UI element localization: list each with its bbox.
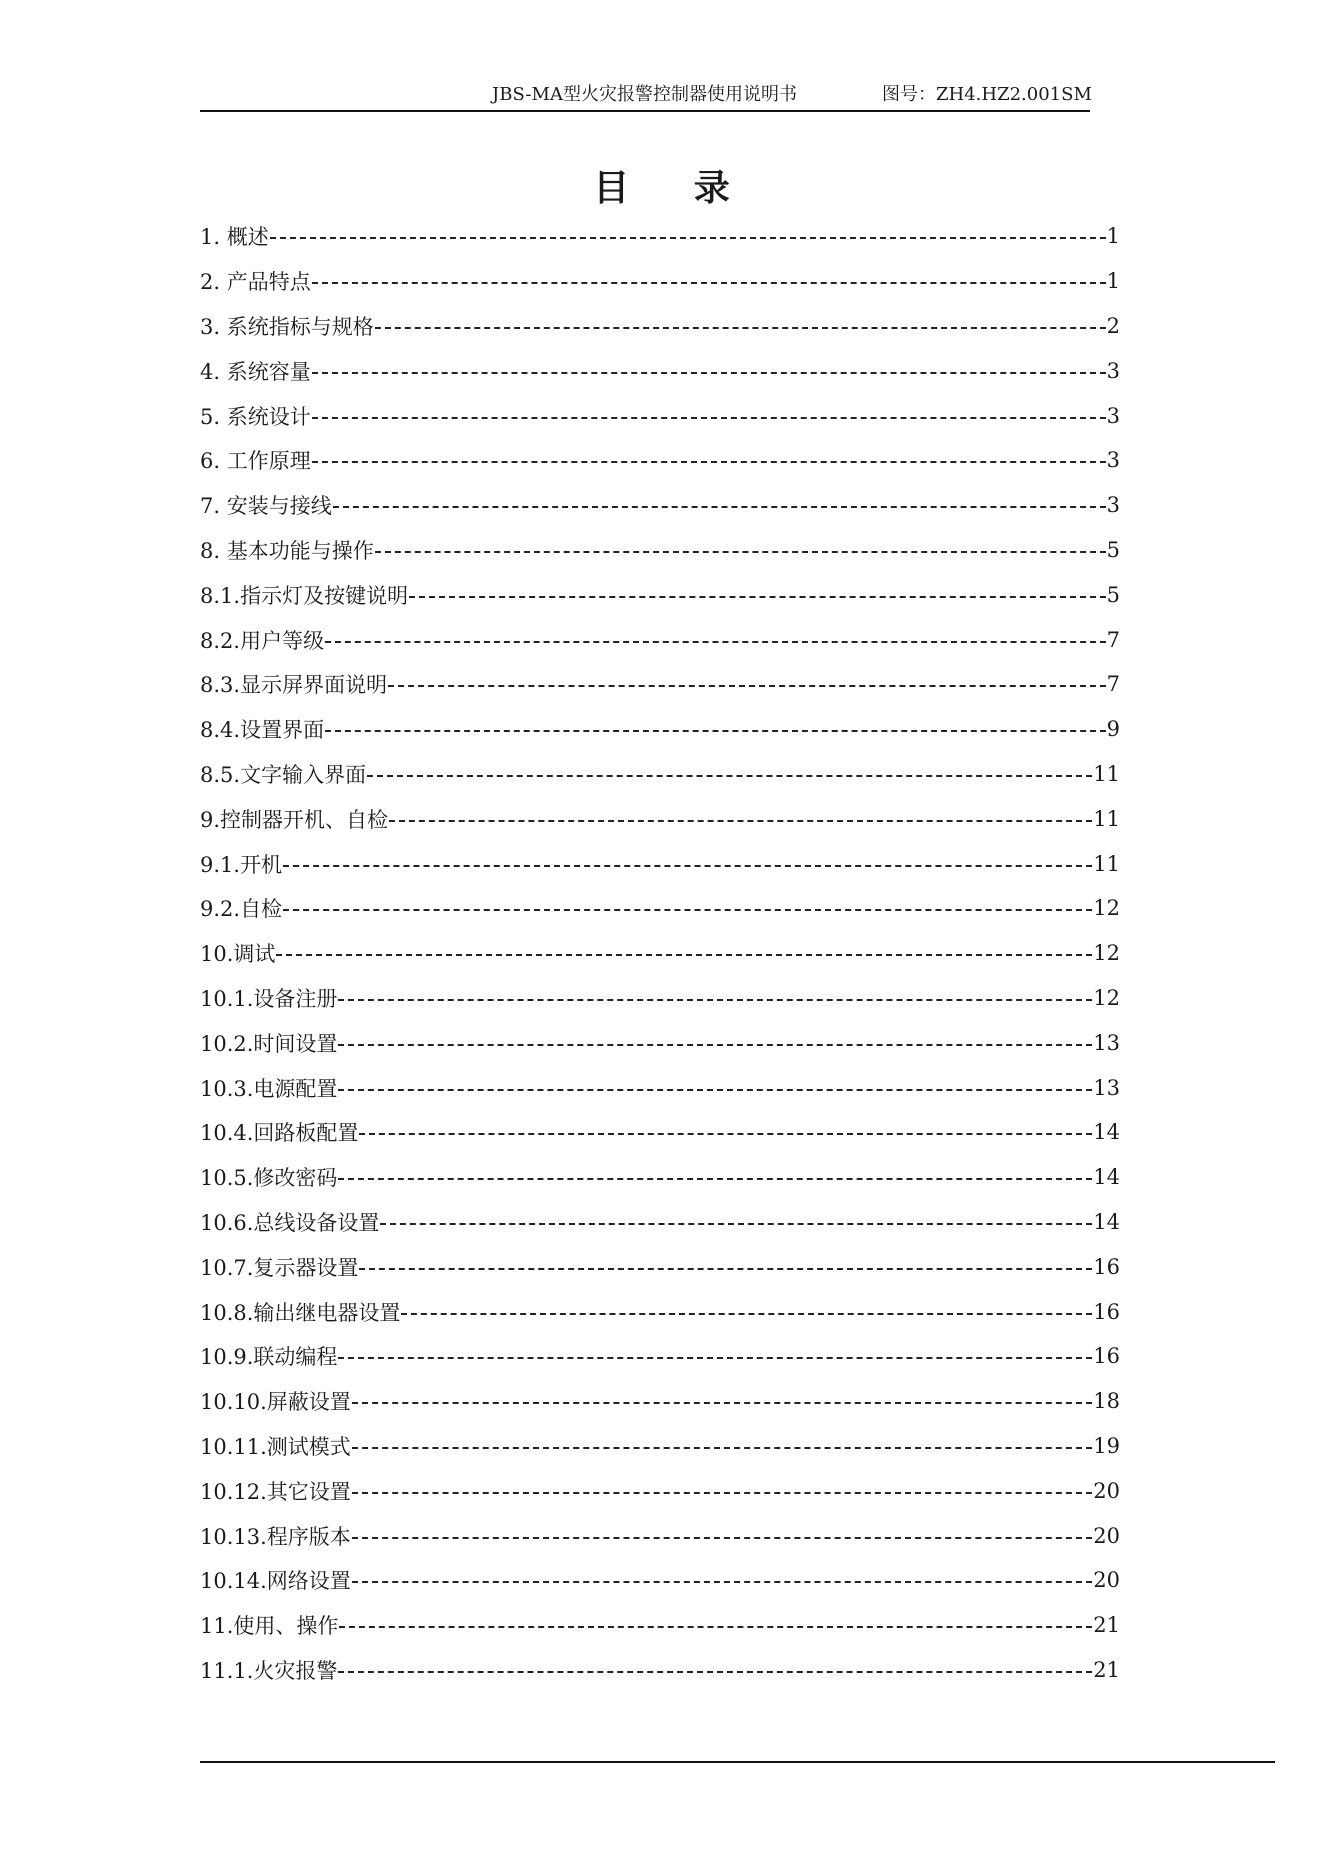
toc-entry[interactable] xyxy=(200,752,1120,797)
toc-dot-leader xyxy=(388,685,1106,687)
toc-entry-label: 10.2.时间设置 xyxy=(200,1031,338,1056)
toc-entry-page: 20 xyxy=(1093,1568,1120,1593)
toc-entry-label: 1. 概述 xyxy=(200,225,269,250)
toc-entry[interactable] xyxy=(200,1513,1120,1558)
toc-entry-page: 12 xyxy=(1093,896,1120,921)
toc-entry[interactable] xyxy=(200,1155,1120,1200)
toc-entry-page: 7 xyxy=(1106,627,1120,652)
toc-entry-page: 3 xyxy=(1106,448,1120,473)
toc-entry[interactable] xyxy=(200,1065,1120,1110)
toc-dot-leader xyxy=(375,551,1106,553)
toc-entry-page: 14 xyxy=(1093,1209,1120,1234)
toc-entry-label: 8.3.显示屏界面说明 xyxy=(200,673,388,698)
toc-entry[interactable] xyxy=(200,796,1120,841)
toc-entry[interactable] xyxy=(200,1558,1120,1603)
toc-entry-label: 8.4.设置界面 xyxy=(200,718,325,743)
toc-entry-label: 10.14.网络设置 xyxy=(200,1569,351,1594)
toc-dot-leader xyxy=(312,372,1106,374)
toc-entry[interactable] xyxy=(200,1648,1120,1693)
toc-dot-leader xyxy=(338,1357,1092,1359)
toc-entry[interactable] xyxy=(200,1244,1120,1289)
toc-dot-leader xyxy=(359,1133,1092,1135)
toc-entry-page: 9 xyxy=(1106,717,1120,742)
drawing-number: 图号：ZH4.HZ2.001SM xyxy=(882,84,1092,105)
toc-entry[interactable] xyxy=(200,1424,1120,1469)
toc-entry-page: 13 xyxy=(1093,1030,1120,1055)
toc-entry[interactable] xyxy=(200,1110,1120,1155)
toc-entry-label: 8.1.指示灯及按键说明 xyxy=(200,583,409,608)
toc-entry[interactable] xyxy=(200,438,1120,483)
toc-dot-leader xyxy=(325,730,1106,732)
toc-dot-leader xyxy=(375,327,1106,329)
toc-entry[interactable] xyxy=(200,348,1120,393)
toc-entry[interactable] xyxy=(200,707,1120,752)
toc-entry-label: 10.3.电源配置 xyxy=(200,1076,338,1101)
toc-entry-page: 13 xyxy=(1093,1075,1120,1100)
toc-entry-page: 12 xyxy=(1093,985,1120,1010)
toc-dot-leader xyxy=(352,1447,1092,1449)
toc-entry-page: 18 xyxy=(1093,1389,1120,1414)
toc-entry-label: 2. 产品特点 xyxy=(200,270,311,295)
toc-entry-page: 2 xyxy=(1106,313,1120,338)
toc-entry-label: 10.13.程序版本 xyxy=(200,1524,351,1549)
toc-entry-label: 10.9.联动编程 xyxy=(200,1345,338,1370)
toc-entry-label: 8.2.用户等级 xyxy=(200,628,325,653)
toc-dot-leader xyxy=(338,1178,1092,1180)
toc-dot-leader xyxy=(312,282,1106,284)
toc-entry[interactable] xyxy=(200,483,1120,528)
toc-entry[interactable] xyxy=(200,1289,1120,1334)
toc-entry-label: 10.10.屏蔽设置 xyxy=(200,1390,351,1415)
toc-entry-label: 8. 基本功能与操作 xyxy=(200,538,374,563)
toc-dot-leader xyxy=(401,1313,1092,1315)
toc-dot-leader xyxy=(338,1044,1092,1046)
toc-entry-label: 10.5.修改密码 xyxy=(200,1166,338,1191)
toc-entry-page: 12 xyxy=(1093,941,1120,966)
toc-dot-leader xyxy=(283,865,1092,867)
toc-title: 目 录 xyxy=(593,168,756,209)
toc-entry[interactable] xyxy=(200,528,1120,573)
toc-entry-label: 10.11.测试模式 xyxy=(200,1434,351,1459)
toc-dot-leader xyxy=(352,1537,1092,1539)
footer-rule xyxy=(200,1761,1275,1763)
toc-entry-label: 10.调试 xyxy=(200,942,276,967)
toc-entry[interactable] xyxy=(200,1020,1120,1065)
toc-entry-label: 10.8.输出继电器设置 xyxy=(200,1300,401,1325)
toc-entry[interactable] xyxy=(200,1603,1120,1648)
toc-entry[interactable] xyxy=(200,1468,1120,1513)
toc-entry[interactable] xyxy=(200,886,1120,931)
toc-dot-leader xyxy=(389,820,1092,822)
toc-dot-leader xyxy=(338,999,1092,1001)
toc-entry-page: 20 xyxy=(1093,1523,1120,1548)
toc-entry-page: 1 xyxy=(1106,269,1120,294)
toc-dot-leader xyxy=(276,954,1092,956)
toc-dot-leader xyxy=(338,1671,1092,1673)
toc-entry-label: 10.12.其它设置 xyxy=(200,1479,351,1504)
toc-entry[interactable] xyxy=(200,259,1120,304)
toc-entry[interactable] xyxy=(200,572,1120,617)
toc-dot-leader xyxy=(352,1402,1092,1404)
toc-dot-leader xyxy=(338,1089,1092,1091)
toc-dot-leader xyxy=(283,909,1092,911)
toc-dot-leader xyxy=(359,1268,1092,1270)
toc-entry-page: 11 xyxy=(1093,761,1120,786)
toc-entry-label: 10.4.回路板配置 xyxy=(200,1121,359,1146)
toc-entry-page: 3 xyxy=(1106,358,1120,383)
toc-dot-leader xyxy=(367,775,1092,777)
toc-entry[interactable] xyxy=(200,1379,1120,1424)
toc-entry-label: 10.1.设备注册 xyxy=(200,986,338,1011)
toc-entry[interactable] xyxy=(200,931,1120,976)
toc-entry-label: 9.控制器开机、自检 xyxy=(200,807,389,832)
toc-dot-leader xyxy=(312,461,1106,463)
toc-entry[interactable] xyxy=(200,662,1120,707)
toc-entry-label: 6. 工作原理 xyxy=(200,449,311,474)
table-of-contents xyxy=(200,214,1120,1692)
page-header xyxy=(200,76,1090,112)
toc-entry[interactable] xyxy=(200,1200,1120,1245)
toc-entry-page: 5 xyxy=(1106,537,1120,562)
toc-entry-page: 11 xyxy=(1093,851,1120,876)
toc-entry[interactable] xyxy=(200,617,1120,662)
toc-entry-page: 3 xyxy=(1106,493,1120,518)
toc-dot-leader xyxy=(352,1581,1092,1583)
toc-entry-label: 5. 系统设计 xyxy=(200,404,311,429)
toc-entry-label: 7. 安装与接线 xyxy=(200,494,332,519)
toc-entry-page: 14 xyxy=(1093,1120,1120,1145)
toc-dot-leader xyxy=(270,237,1106,239)
toc-entry-page: 21 xyxy=(1093,1613,1120,1638)
toc-entry[interactable] xyxy=(200,1334,1120,1379)
toc-dot-leader xyxy=(325,641,1106,643)
toc-entry-label: 10.7.复示器设置 xyxy=(200,1255,359,1280)
toc-entry-page: 16 xyxy=(1093,1254,1120,1279)
toc-entry-page: 20 xyxy=(1093,1478,1120,1503)
toc-entry-page: 3 xyxy=(1106,403,1120,428)
toc-entry[interactable] xyxy=(200,841,1120,886)
toc-dot-leader xyxy=(339,1626,1092,1628)
toc-dot-leader xyxy=(380,1223,1092,1225)
toc-entry-label: 9.2.自检 xyxy=(200,897,283,922)
toc-dot-leader xyxy=(352,1492,1092,1494)
toc-entry-page: 14 xyxy=(1093,1165,1120,1190)
toc-entry-page: 21 xyxy=(1093,1657,1120,1682)
toc-entry-page: 16 xyxy=(1093,1344,1120,1369)
toc-entry-page: 7 xyxy=(1106,672,1120,697)
toc-entry[interactable] xyxy=(200,304,1120,349)
toc-entry-page: 16 xyxy=(1093,1299,1120,1324)
toc-dot-leader xyxy=(409,596,1106,598)
toc-entry-label: 11.1.火灾报警 xyxy=(200,1658,338,1683)
toc-dot-leader xyxy=(333,506,1106,508)
toc-entry[interactable] xyxy=(200,976,1120,1021)
toc-entry-label: 3. 系统指标与规格 xyxy=(200,314,374,339)
toc-entry-page: 19 xyxy=(1093,1433,1120,1458)
toc-entry-label: 10.6.总线设备设置 xyxy=(200,1210,380,1235)
toc-entry-label: 11.使用、操作 xyxy=(200,1614,339,1639)
toc-entry-page: 5 xyxy=(1106,582,1120,607)
toc-entry-page: 1 xyxy=(1106,224,1120,249)
document-title: JBS-MA型火灾报警控制器使用说明书 xyxy=(492,84,797,105)
toc-entry[interactable] xyxy=(200,393,1120,438)
toc-entry-label: 4. 系统容量 xyxy=(200,359,311,384)
toc-entry-label: 9.1.开机 xyxy=(200,852,283,877)
toc-entry-page: 11 xyxy=(1093,806,1120,831)
toc-entry-label: 8.5.文字输入界面 xyxy=(200,762,367,787)
toc-dot-leader xyxy=(312,417,1106,419)
toc-entry[interactable] xyxy=(200,214,1120,259)
